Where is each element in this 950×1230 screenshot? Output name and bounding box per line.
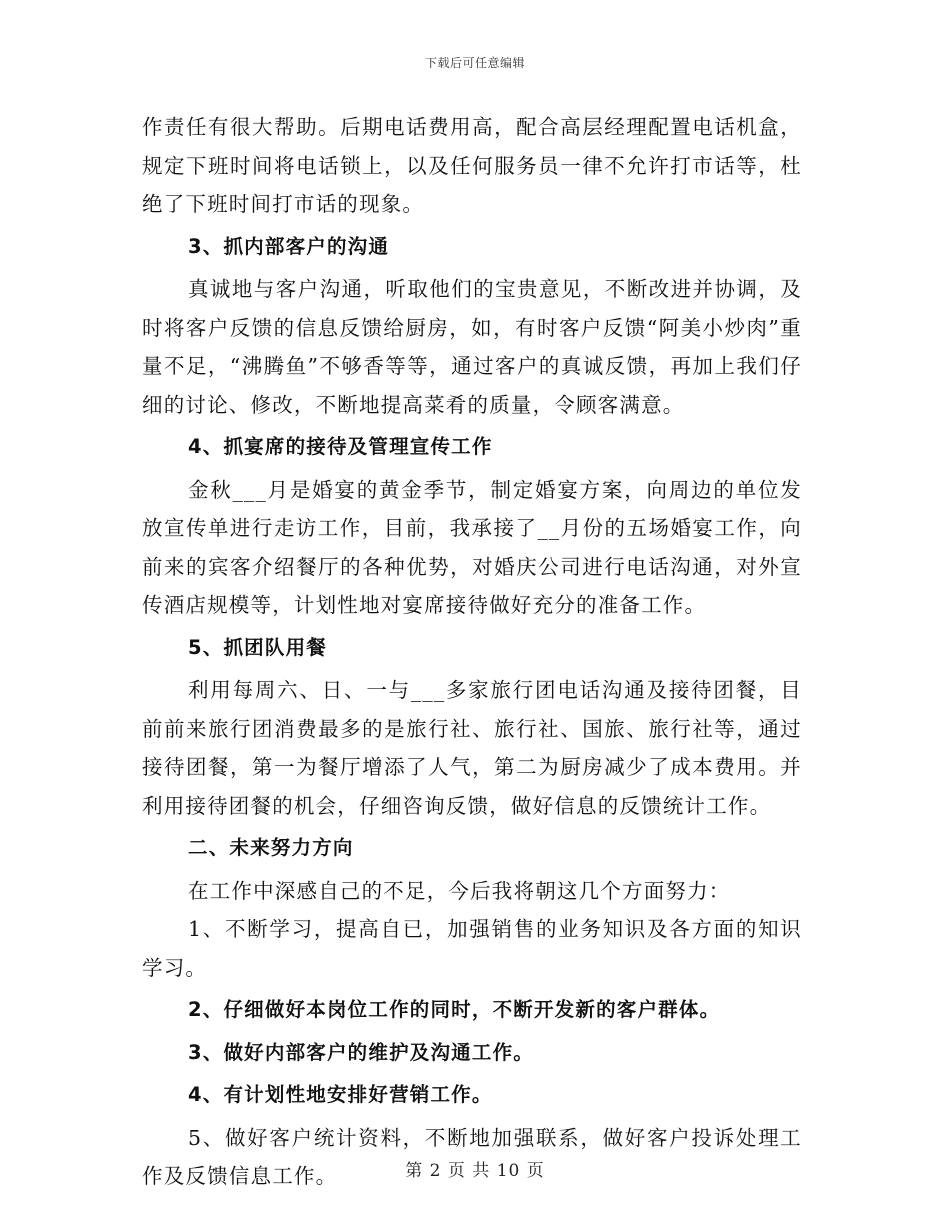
list-item-4: 4、有计划性地安排好营销工作。 xyxy=(188,1083,493,1106)
paragraph-section-3: 真诚地与客户沟通，听取他们的宝贵意见，不断改进并协调，及时将客户反馈的信息反馈给厨房，如，有时客户反馈“阿美小炒肉”重量不足，“沸腾鱼”不够香等等，通过客户的真诚反馈，再加上我们仔细的讨论、修改，不断地提高菜肴的质量，令顾客满意。 xyxy=(142,277,802,417)
section-heading-5: 5、抓团队用餐 xyxy=(188,635,327,659)
document-body xyxy=(142,108,802,1196)
paragraph-continued: 作责任有很大帮助。后期电话费用高，配合高层经理配置电话机盒，规定下班时间将电话锁上，以及任何服务员一律不允许打市话等，杜绝了下班时间打市话的现象。 xyxy=(142,115,802,216)
section-heading-3: 3、抓内部客户的沟通 xyxy=(188,234,390,258)
list-item-3: 3、做好内部客户的维护及沟通工作。 xyxy=(188,1040,534,1064)
paragraph-section-4: 金秋___月是婚宴的黄金季节，制定婚宴方案，向周边的单位发放宣传单进行走访工作，目前，我承接了__月份的五场婚宴工作，向前来的宾客介绍餐厅的各种优势，对婚庆公司进行电话沟通，对外宣传酒店规模等，计划性地对宴席接待做好充分的准备工作。 xyxy=(142,477,802,617)
paragraph-section-5: 利用每周六、日、一与___多家旅行团电话沟通及接待团餐，目前前来旅行团消费最多的是旅行社、旅行社、国旅、旅行社等，通过接待团餐，第一为餐厅增添了人气，第二为厨房减少了成本费用。并利用接待团餐的机会，仔细咨询反馈，做好信息的反馈统计工作。 xyxy=(142,678,802,818)
section-heading-future: 二、未来努力方向 xyxy=(188,836,354,859)
list-item-5: 5、做好客户统计资料，不断地加强联系，做好客户投诉处理工作及反馈信息工作。 xyxy=(142,1125,802,1188)
list-item-1: 1、不断学习，提高自已，加强销售的业务知识及各方面的知识学习。 xyxy=(142,917,802,980)
paragraph-future-intro: 在工作中深感自己的不足，今后我将朝这几个方面努力： xyxy=(188,878,731,903)
page-footer: 第 2 页 共 10 页 xyxy=(405,1161,545,1181)
page-header: 下载后可任意编辑 xyxy=(424,56,525,70)
section-heading-4: 4、抓宴席的接待及管理宣传工作 xyxy=(188,435,493,458)
list-item-2: 2、仔细做好本岗位工作的同时，不断开发新的客户群体。 xyxy=(188,998,721,1021)
